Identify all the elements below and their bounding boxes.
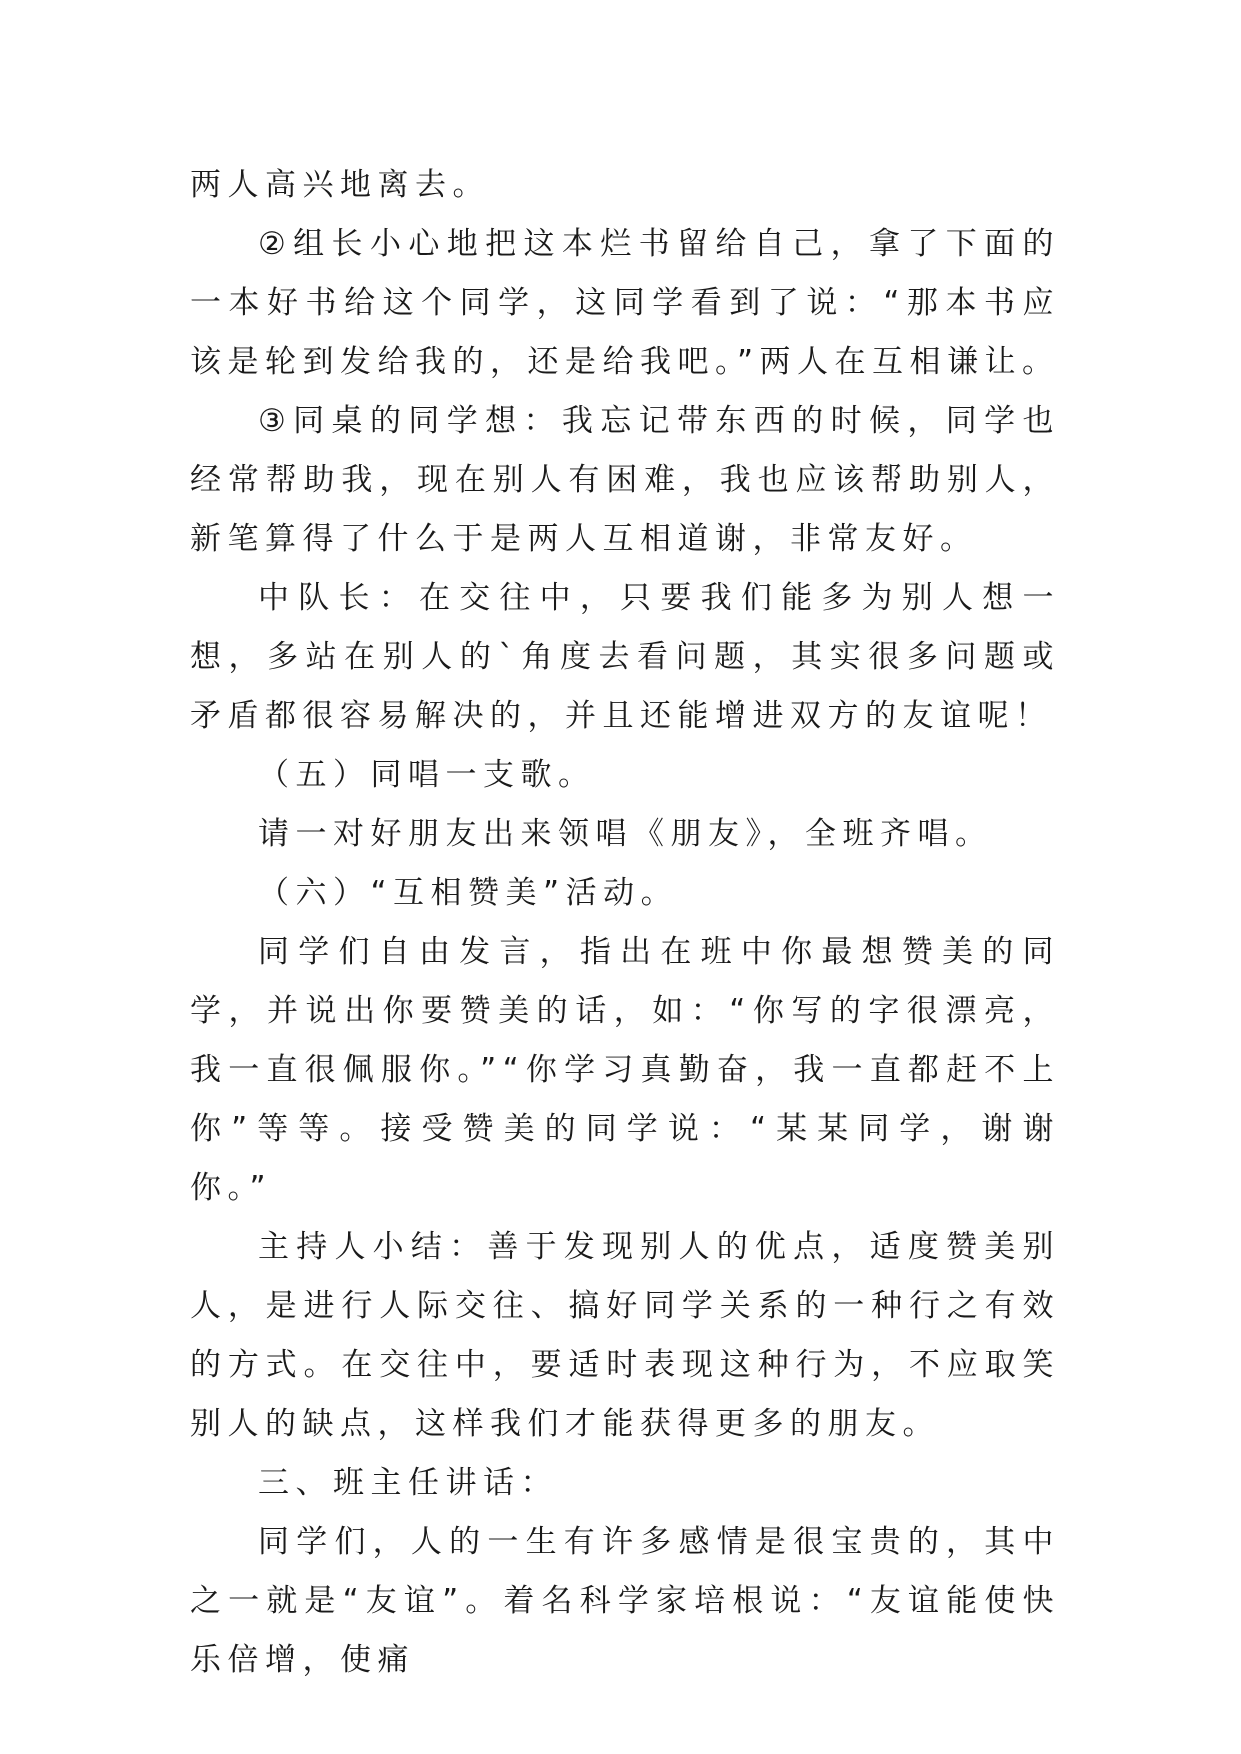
paragraph-deskmate: ③同桌的同学想：我忘记带东西的时候，同学也经常帮助我，现在别人有困难，我也应该帮助别人，新笔算得了什么于是两人互相道谢，非常友好。 [190,403,1060,557]
section-heading-sing-song: （五）同唱一支歌。 [258,757,596,793]
paragraph-continuation: 两人高兴地离去。 [190,167,490,203]
paragraph-sing-friends: 请一对好朋友出来领唱《朋友》，全班齐唱。 [258,816,993,852]
paragraph-teacher-speech: 同学们，人的一生有许多感情是很宝贵的，其中之一就是“友谊”。着名科学家培根说：“友谊能使快乐倍增，使痛 [190,1524,1060,1678]
document-body [190,156,1060,1690]
paragraph-group-leader: ②组长小心地把这本烂书留给自己，拿了下面的一本好书给这个同学，这同学看到了说：“那本书应该是轮到发给我的，还是给我吧。”两人在互相谦让。 [190,226,1060,380]
paragraph-squad-leader: 中队长：在交往中，只要我们能多为别人想一想，多站在别人的`角度去看问题，其实很多问题或矛盾都很容易解决的，并且还能增进双方的友谊呢！ [190,580,1060,734]
paragraph-host-summary: 主持人小结：善于发现别人的优点，适度赞美别人，是进行人际交往、搞好同学关系的一种行之有效的方式。在交往中，要适时表现这种行为，不应取笑别人的缺点，这样我们才能获得更多的朋友。 [190,1229,1060,1442]
section-heading-teacher-speech: 三、班主任讲话： [258,1465,558,1501]
section-heading-praise-activity: （六）“互相赞美”活动。 [258,875,679,911]
paragraph-praise-speech: 同学们自由发言，指出在班中你最想赞美的同学，并说出你要赞美的话，如：“你写的字很漂亮，我一直很佩服你。”“你学习真勤奋，我一直都赶不上你”等等。接受赞美的同学说：“某某同学，谢谢你。” [190,934,1060,1206]
